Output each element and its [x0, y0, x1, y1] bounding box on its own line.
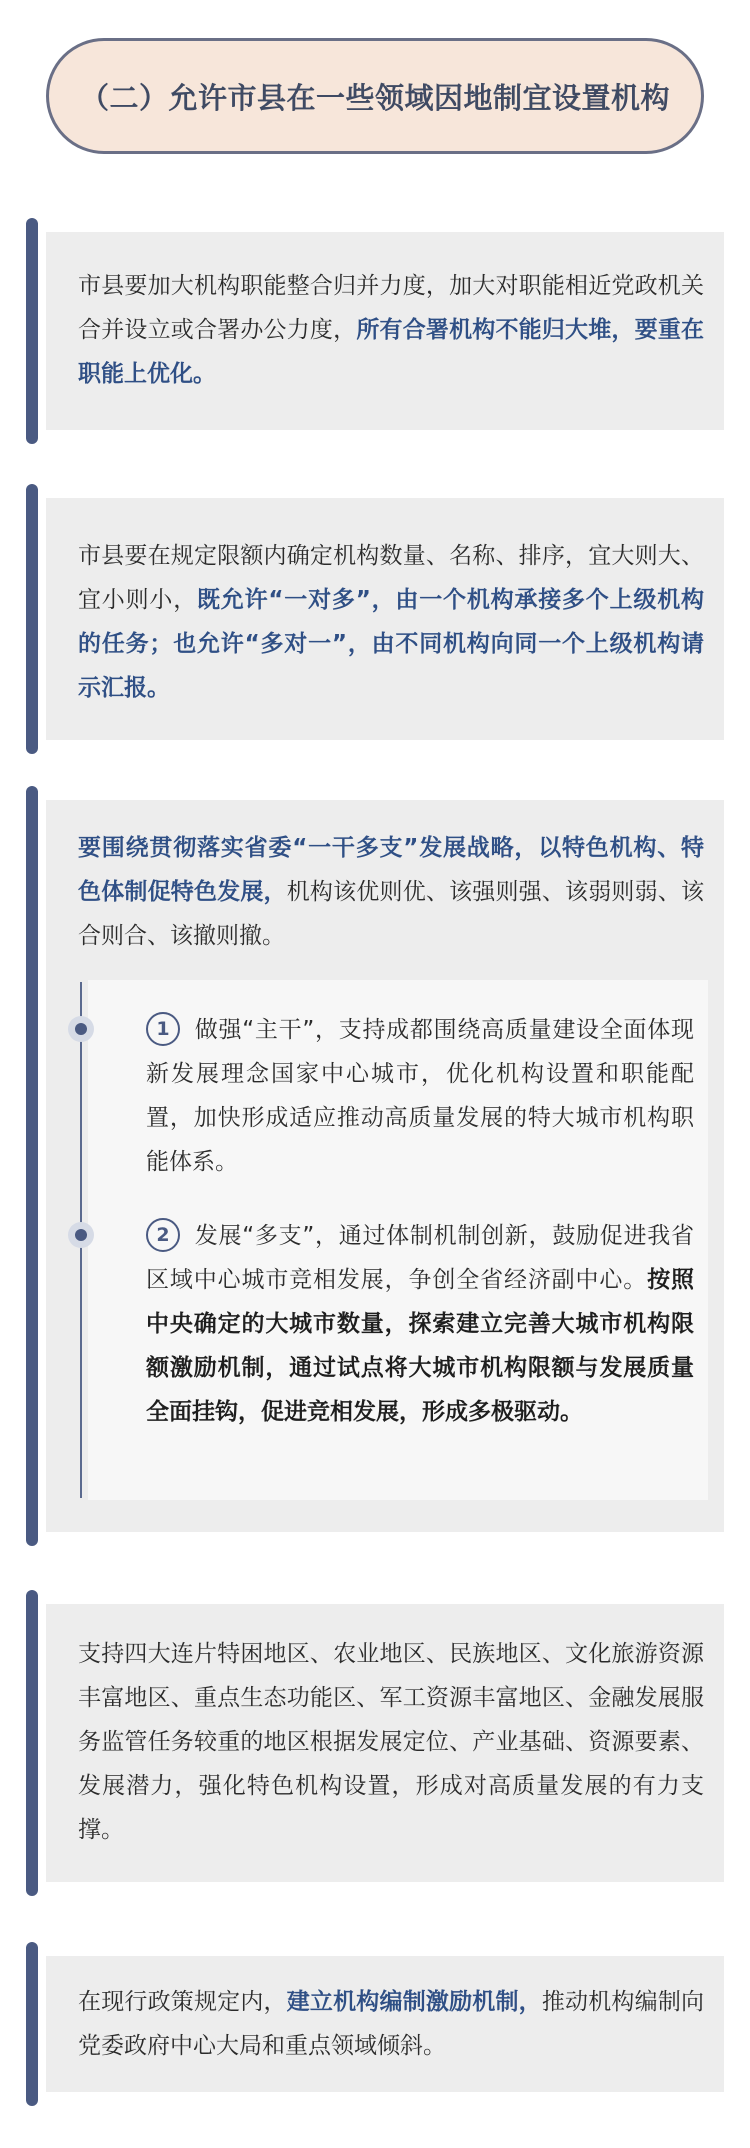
section-4 — [26, 1590, 724, 1896]
section-2-bar — [26, 484, 38, 754]
section-1-highlight: 所有合署机构不能归大堆，要重在职能上优化。 — [78, 317, 705, 387]
section-2-highlight: 既允许“一对多”，由一个机构承接多个上级机构的任务；也允许“多对一”，由不同机构向同一个上级机构请示汇报。 — [78, 587, 705, 701]
section-5-bar — [26, 1942, 38, 2106]
section-5-plain-1: 在现行政策规定内， — [78, 1989, 287, 2015]
bullet-dot-1 — [68, 1016, 94, 1042]
item-number-2: 2 — [146, 1218, 180, 1252]
section-title-text: （二）允许市县在一些领域因地制宜设置机构 — [79, 80, 670, 115]
item-number-1: 1 — [146, 1012, 180, 1046]
section-1-bar — [26, 218, 38, 444]
section-3-highlight: 要围绕贯彻落实省委“一干多支”发展战略，以特色机构、特色体制促特色发展， — [78, 835, 704, 905]
section-4-bar — [26, 1590, 38, 1896]
item-2-plain: 发展“多支”，通过体制机制创新，鼓励促进我省区域中心城市竞相发展，争创全省经济副中心。 — [146, 1223, 694, 1293]
section-2-text — [78, 534, 704, 710]
strategy-item-2 — [146, 1214, 694, 1434]
section-5-text — [78, 1980, 704, 2068]
section-2 — [26, 484, 724, 754]
item-2-bold: 按照中央确定的大城市数量，探索建立完善大城市机构限额激励机制，通过试点将大城市机构限额与发展质量全面挂钩，促进竞相发展，形成多极驱动。 — [146, 1267, 695, 1425]
bullet-dot-2 — [68, 1222, 94, 1248]
section-5 — [26, 1942, 724, 2106]
section-2-plain: 市县要在规定限额内确定机构数量、名称、排序，宜大则大、宜小则小， — [78, 543, 704, 613]
section-1 — [26, 218, 724, 444]
section-3-bar — [26, 786, 38, 1546]
section-1-plain: 市县要加大机构职能整合归并力度，加大对职能相近党政机关合并设立或合署办公力度， — [78, 273, 704, 343]
section-3-text — [78, 826, 704, 958]
section-title — [46, 38, 704, 154]
section-5-highlight: 建立机构编制激励机制， — [286, 1989, 542, 2015]
strategy-item-1 — [146, 1008, 694, 1184]
section-4-text — [78, 1632, 704, 1852]
section-5-plain-2: 推动机构编制向党委政府中心大局和重点领域倾斜。 — [78, 1989, 705, 2059]
section-1-text — [78, 264, 704, 396]
section-3-plain: 机构该优则优、该强则强、该弱则弱、该合则合、该撤则撤。 — [78, 879, 705, 949]
section-4-plain: 支持四大连片特困地区、农业地区、民族地区、文化旅游资源丰富地区、重点生态功能区、军工资源丰富地区、金融发展服务监管任务较重的地区根据发展定位、产业基础、资源要素、发展潜力，强化特色机构设置，形成对高质量发展的有力支撑。 — [78, 1641, 704, 1843]
item-1-plain: 做强“主干”，支持成都围绕高质量建设全面体现新发展理念国家中心城市，优化机构设置和职能配置，加快形成适应推动高质量发展的特大城市机构职能体系。 — [146, 1017, 694, 1175]
